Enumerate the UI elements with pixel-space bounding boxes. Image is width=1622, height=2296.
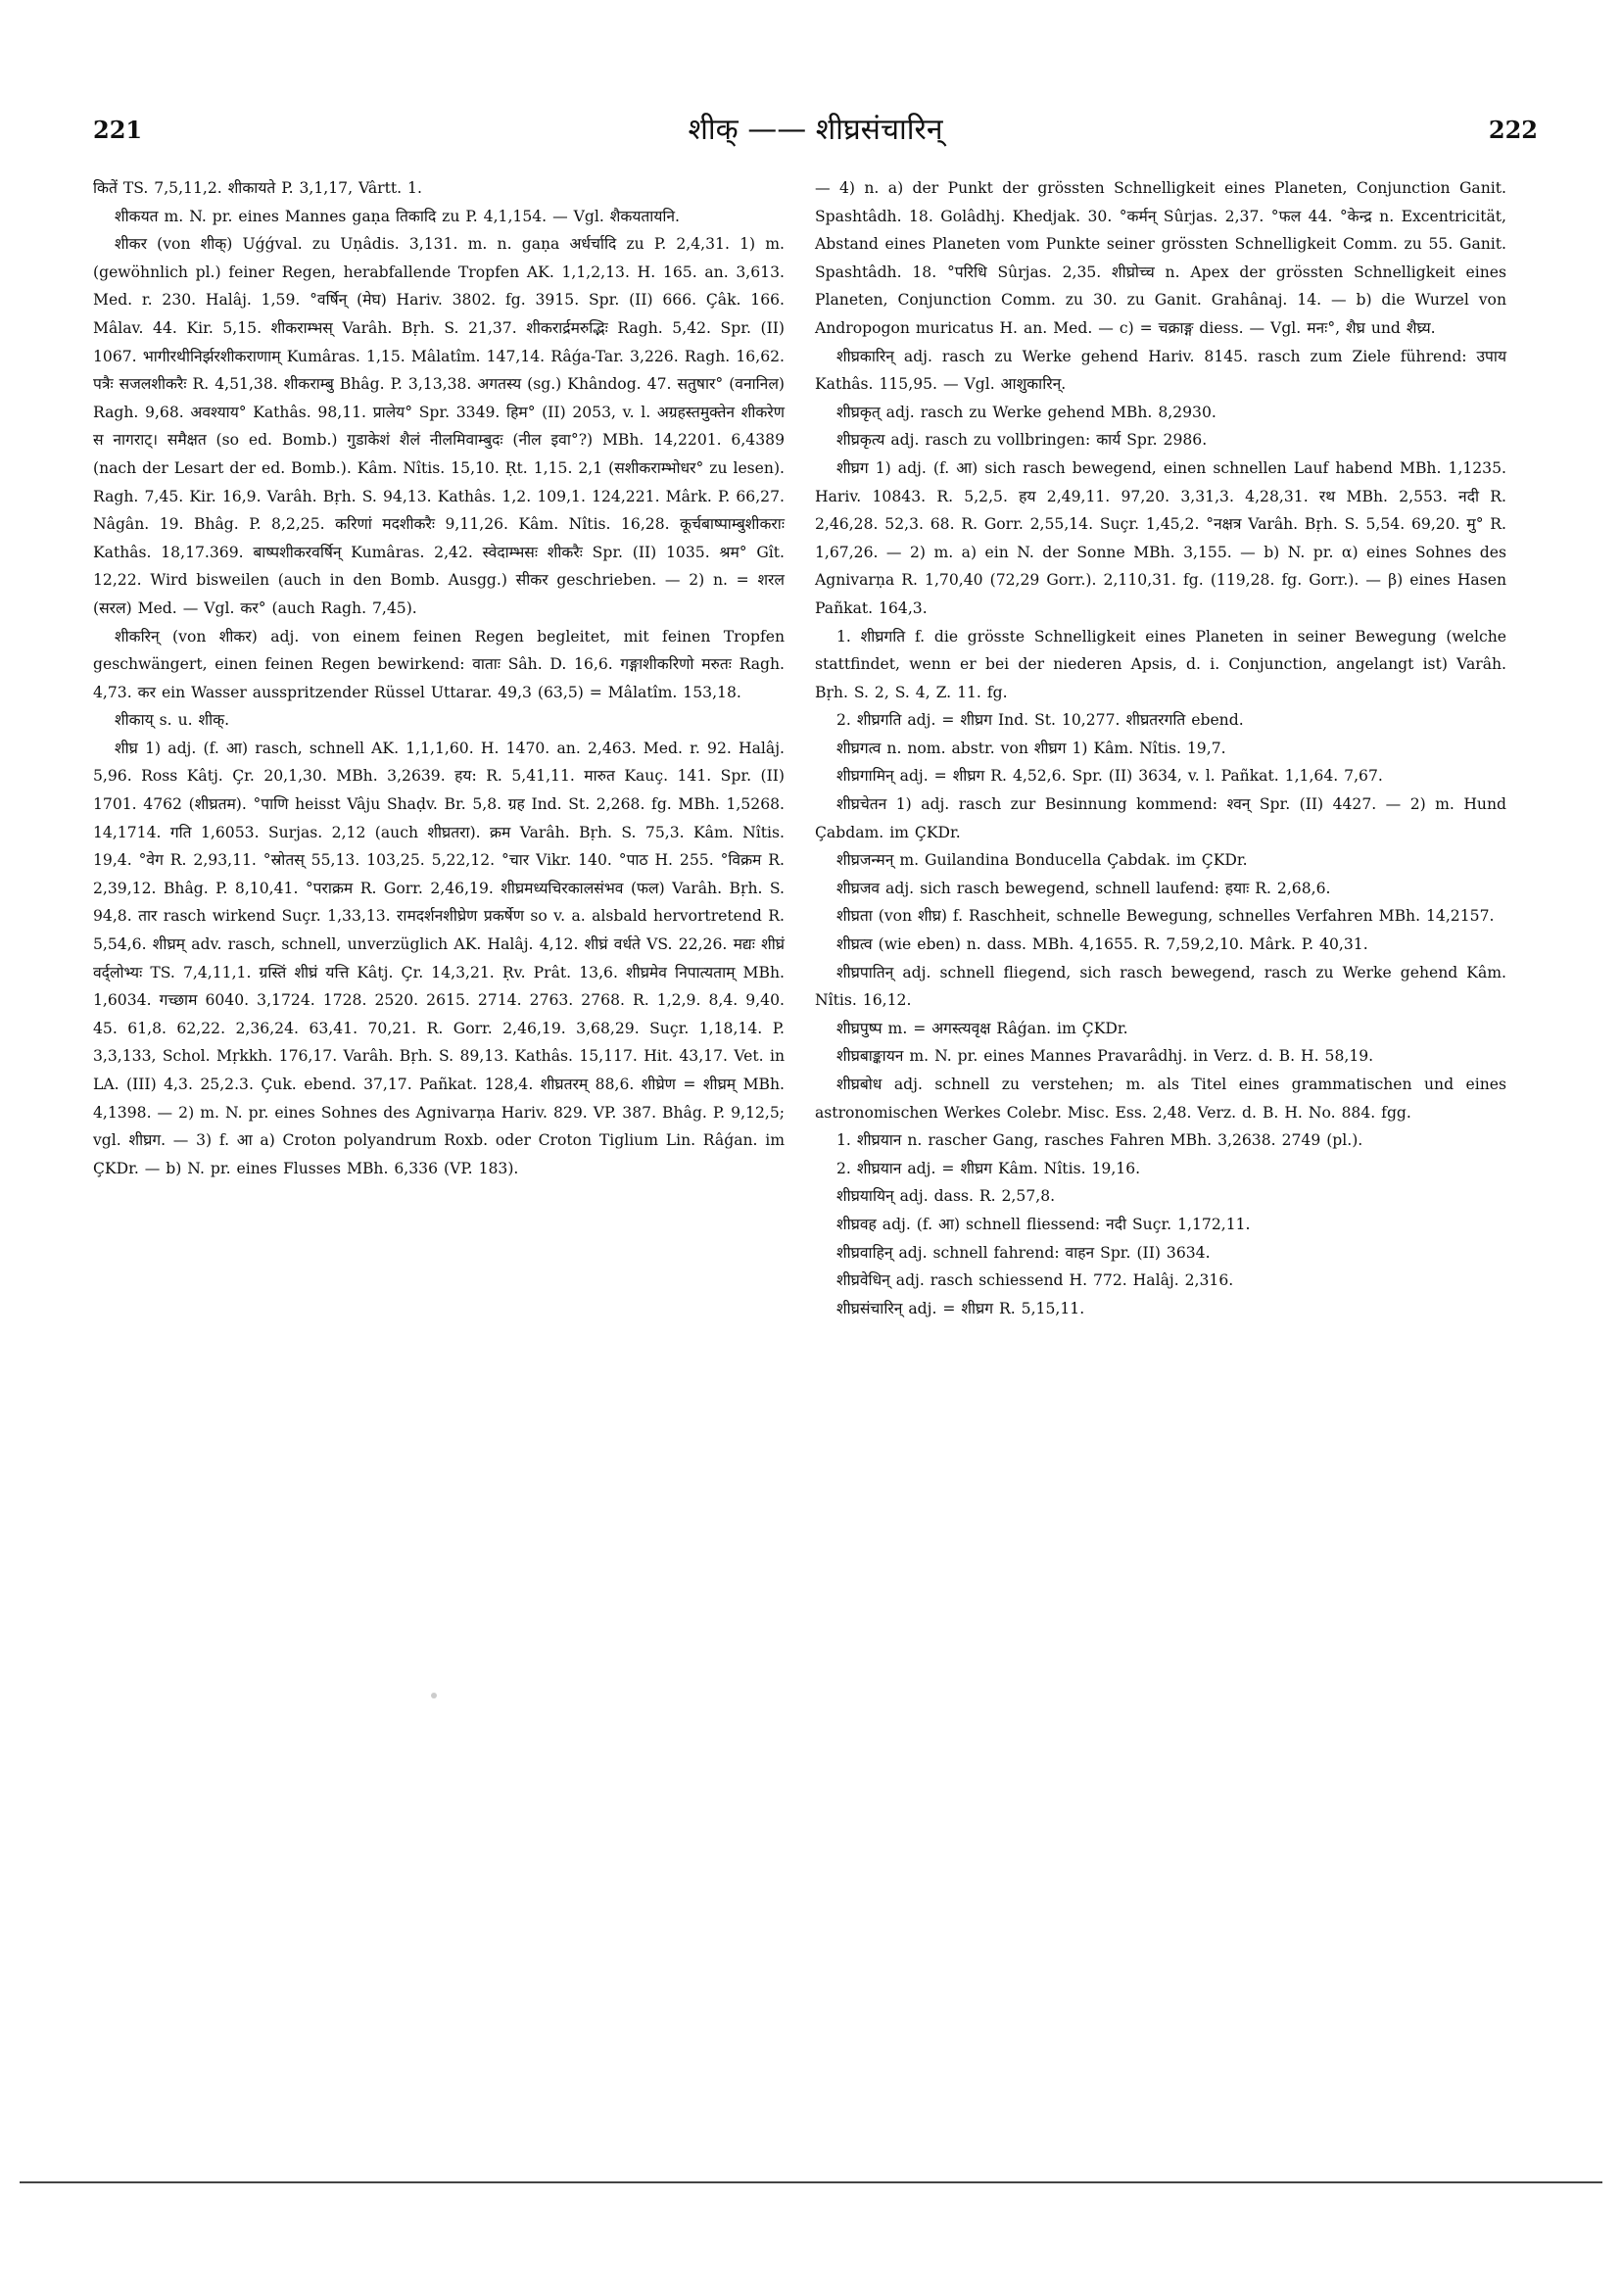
- dictionary-entry: शीघ्रग 1) adj. (f. आ) sich rasch bewegend, einen schnellen Lauf habend MBh. 1,1235. Hariv. 10843. R. 5,2,5. हय 2,49,11. 97,20. 3,31,3. 4,28,31. रथ MBh. 2,553. नदी R. 2,46,28. 52,3. 68. R. Gorr. 2,55,14. Suçr. 1,45,2. °नक्षत्र Varâh. Bṛh. S. 5,54. 69,20. मु° R. 1,67,26. — 2) m. a) ein N. der Sonne MBh. 3,155. — b) N. pr. α) eines Sohnes des Agnivarṇa R. 1,70,40 (72,29 Gorr.). 2,110,31. fg. (119,28. fg. Gorr.). — β) eines Hasen Pañkat. 164,3.: [815, 458, 1506, 617]
- dictionary-entry: शीघ्रवाहिन् adj. schnell fahrend: वाहन Spr. (II) 3634.: [836, 1243, 1211, 1262]
- dictionary-entry: शीकरिन् (von शीकर) adj. von einem feinen Regen begleitet, mit feinen Tropfen geschwängert, einen feinen Regen bewirkend: वाताः Sâh. D. 16,6. गङ्गाशीकरिणो मरुतः Ragh. 4,73. कर ein Wasser ausspritzender Rüssel Uttarar. 49,3 (63,5) = Mâlatîm. 153,18.: [93, 627, 785, 701]
- dictionary-entry: शीघ्रयायिन् adj. dass. R. 2,57,8.: [836, 1187, 1056, 1206]
- dictionary-entry: शीघ्रत्व (wie eben) n. dass. MBh. 4,1655. R. 7,59,2,10. Mârk. P. 40,31.: [836, 935, 1368, 954]
- dictionary-entry: शीघ्रपातिन् adj. schnell fliegend, sich rasch bewegend, rasch zu Werke gehend Kâm. Nîtis. 16,12.: [815, 963, 1506, 1010]
- dictionary-entry: शीघ्रबाङ्कायन m. N. pr. eines Mannes Pravarâdhj. in Verz. d. B. H. 58,19.: [836, 1047, 1374, 1066]
- dictionary-entry: शीघ्रजन्मन् m. Guilandina Bonducella Çabdak. im ÇKDr.: [836, 851, 1248, 870]
- page-number-left: 221: [93, 116, 143, 144]
- dictionary-entry: शीघ्रजव adj. sich rasch bewegend, schnell laufend: हयाः R. 2,68,6.: [836, 879, 1331, 897]
- dictionary-entry: शीघ्रकृत् adj. rasch zu Werke gehend MBh. 8,2930.: [836, 403, 1216, 421]
- dictionary-entry: शीकयत m. N. pr. eines Mannes gaṇa तिकादि zu P. 4,1,154. — Vgl. शैकयतायनि.: [115, 207, 681, 225]
- dictionary-entry: शीकर (von शीक्) Uǵǵval. zu Uṇâdis. 3,131. m. n. gaṇa अर्धर्चादि zu P. 2,4,31. 1) m. (gewöhnlich pl.) feiner Regen, herabfallende Tropfen AK. 1,1,2,13. H. 165. an. 3,613. Med. r. 230. Halâj. 1,59. °वर्षिन् (मेघ) Hariv. 3802. fg. 3915. Spr. (II) 666. Çâk. 166. Mâlav. 44. Kir. 5,15. शीकराम्भस् Varâh. Bṛh. S. 21,37. शीकरार्द्रमरुद्भिः Ragh. 5,42. Spr. (II) 1067. भागीरथीनिर्झरशीकराणाम् Kumâras. 1,15. Mâlatîm. 147,14. Râǵa-Tar. 3,226. Ragh. 16,62. पत्रैः सजलशीकरैः R. 4,51,38. शीकराम्बु Bhâg. P. 3,13,38. अगतस्य (sg.) Khândog. 47. सतुषार° (वनानिल) Ragh. 9,68. अवश्याय° Kathâs. 98,11. प्रालेय° Spr. 3349. हिम° (II) 2053, v. l. अग्रहस्तमुक्तेन शीकरेण स नागराट्। समैक्षत (so ed. Bomb.) गुडाकेशं शैलं नीलमिवाम्बुदः (नील इवा°?) MBh. 14,2201. 6,4389 (nach der Lesart der ed. Bomb.). Kâm. Nîtis. 15,10. Ṛt. 1,15. 2,1 (सशीकराम्भोधर° zu lesen). Ragh. 7,45. Kir. 16,9. Varâh. Bṛh. S. 94,13. Kathâs. 1,2. 109,1. 124,221. Mârk. P. 66,27. Nâgân. 19. Bhâg. P. 8,2,25. करिणां मदशीकरैः 9,11,26. Kâm. Nîtis. 16,28. कूर्चबाष्पाम्बुशीकराः Kathâs. 18,17.369. बाष्पशीकरवर्षिन् Kumâras. 2,42. स्वेदाम्भसः शीकरैः Spr. (II) 1035. श्रम° Gît. 12,22. Wird bisweilen (auch in den Bomb. Ausgg.) सीकर geschrieben. — 2) n. = शरल (सरल) Med. — Vgl. कर° (auch Ragh. 7,45).: [93, 235, 785, 617]
- dictionary-entry: शीघ्रगामिन् adj. = शीघ्रग R. 4,52,6. Spr. (II) 3634, v. l. Pañkat. 1,1,64. 7,67.: [836, 767, 1383, 786]
- dictionary-entry: शीघ्रचेतन 1) adj. rasch zur Besinnung kommend: श्वन् Spr. (II) 4427. — 2) m. Hund Çabdam. im ÇKDr.: [815, 795, 1506, 841]
- dictionary-entry: शीघ्रता (von शीघ्र) f. Raschheit, schnelle Bewegung, schnelles Verfahren MBh. 14,2157.: [836, 907, 1495, 926]
- dictionary-entry: — 4) n. a) der Punkt der grössten Schnelligkeit eines Planeten, Conjunction Ganit. Spashtâdh. 18. Golâdhj. Khedjak. 30. °कर्मन् Sûrjas. 2,37. °फल 44. °केन्द्र n. Excentricität, Abstand eines Planeten vom Punkte seiner grössten Schnelligkeit Comm. zu 55. Ganit. Spashtâdh. 18. °परिधि Sûrjas. 2,35. शीघ्रोच्च n. Apex der grössten Schnelligkeit eines Planeten, Conjunction Comm. zu 30. zu Ganit. Grahânaj. 14. — b) die Wurzel von Andropogon muricatus H. an. Med. — c) = चक्राङ्ग diess. — Vgl. मनः°, शैघ्र und शैघ्र्य.: [815, 179, 1506, 337]
- dictionary-entry: शीकाय् s. u. शीक्.: [115, 711, 230, 730]
- dictionary-entry: शीघ्रकृत्य adj. rasch zu vollbringen: कार्य Spr. 2986.: [836, 431, 1208, 450]
- dictionary-entry: शीघ्रपुष्प m. = अगस्त्यवृक्ष Râǵan. im ÇKDr.: [836, 1019, 1128, 1037]
- bottom-rule: [20, 2181, 1602, 2183]
- left-column: [93, 174, 785, 1182]
- dictionary-entry: 1. शीघ्रयान n. rascher Gang, rasches Fahren MBh. 3,2638. 2749 (pl.).: [836, 1131, 1363, 1150]
- dictionary-entry: शीघ्र 1) adj. (f. आ) rasch, schnell AK. 1,1,1,60. H. 1470. an. 2,463. Med. r. 92. Halâj. 5,96. Ross Kâtj. Çr. 20,1,30. MBh. 3,2639. हय: R. 5,41,11. मारुत Kauç. 141. Spr. (II) 1701. 4762 (शीघ्रतम). °पाणि heisst Vâju Shaḍv. Br. 5,8. ग्रह Ind. St. 2,268. fg. MBh. 1,5268. 14,1714. गति 1,6053. Surjas. 2,12 (auch शीघ्रतरा). क्रम Varâh. Bṛh. S. 75,3. Kâm. Nîtis. 19,4. °वेग R. 2,93,11. °स्रोतस् 55,13. 103,25. 5,22,12. °चार Vikr. 140. °पाठ H. 255. °विक्रम R. 2,39,12. Bhâg. P. 8,10,41. °पराक्रम R. Gorr. 2,46,19. शीघ्रमध्यचिरकालसंभव (फल) Varâh. Bṛh. S. 94,8. तार rasch wirkend Suçr. 1,33,13. रामदर्शनशीघ्रेण प्रकर्षेण so v. a. alsbald hervortretend R. 5,54,6. शीघ्रम् adv. rasch, schnell, unverzüglich AK. Halâj. 4,12. शीघ्रं वर्धते VS. 22,26. मद्यः शीघ्रं वर्द्लोभ्यः TS. 7,4,11,1. ग्रस्तिं शीघ्रं यत्ति Kâtj. Çr. 14,3,21. Ṛv. Prât. 13,6. शीघ्रमेव निपात्यताम् MBh. 1,6034. गच्छाम 6040. 3,1724. 1728. 2520. 2615. 2714. 2763. 2768. R. 1,2,9. 8,4. 9,40. 45. 61,8. 62,22. 2,36,24. 63,41. 70,21. R. Gorr. 2,46,19. 3,68,29. Suçr. 1,18,14. P. 3,3,133, Schol. Mṛkkh. 176,17. Varâh. Bṛh. S. 89,13. Kathâs. 15,117. Hit. 43,17. Vet. in LA. (III) 4,3. 25,2.3. Çuk. ebend. 37,17. Pañkat. 128,4. शीघ्रतरम् 88,6. शीघ्रेण = शीघ्रम् MBh. 4,1398. — 2) m. N. pr. eines Sohnes des Agnivarṇa Hariv. 829. VP. 387. Bhâg. P. 9,12,5; vgl. शीघ्रग. — 3) f. आ a) Croton polyandrum Roxb. oder Croton Tiglium Lin. Râǵan. im ÇKDr. — b) N. pr. eines Flusses MBh. 6,336 (VP. 183).: [93, 739, 785, 1177]
- running-head: शीक् —— शीघ्रसंचारिन्: [688, 113, 943, 147]
- dictionary-entry: शीघ्रकारिन् adj. rasch zu Werke gehend Hariv. 8145. rasch zum Ziele führend: उपाय Kathâs. 115,95. — Vgl. आशुकारिन्.: [815, 347, 1506, 394]
- dictionary-entry: शीघ्रवह adj. (f. आ) schnell fliessend: नदी Suçr. 1,172,11.: [836, 1215, 1251, 1233]
- dictionary-entry: शीघ्रवेधिन् adj. rasch schiessend H. 772. Halâj. 2,316.: [836, 1271, 1234, 1290]
- dictionary-entry: 2. शीघ्रगति adj. = शीघ्रग Ind. St. 10,277. शीघ्रतरगति ebend.: [836, 711, 1244, 730]
- dictionary-entry: 2. शीघ्रयान adj. = शीघ्रग Kâm. Nîtis. 19,16.: [836, 1159, 1141, 1177]
- right-column: [815, 174, 1506, 1322]
- dictionary-entry: 1. शीघ्रगति f. die grösste Schnelligkeit eines Planeten in seiner Bewegung (welche stattfindet, wenn er bei der niederen Apsis, d. i. Conjunction, angelangt ist) Varâh. Bṛh. S. 2, S. 4, Z. 11. fg.: [815, 627, 1506, 701]
- dictionary-entry: शीघ्रबोध adj. schnell zu verstehen; m. als Titel eines grammatischen und eines astronomischen Werkes Colebr. Misc. Ess. 2,48. Verz. d. B. H. No. 884. fgg.: [815, 1076, 1506, 1122]
- dictionary-entry: कितें TS. 7,5,11,2. शीकायते P. 3,1,17, Vârtt. 1.: [93, 179, 422, 197]
- print-speck: [431, 1693, 437, 1698]
- dictionary-entry: शीघ्रगत्व n. nom. abstr. von शीघ्रग 1) Kâm. Nîtis. 19,7.: [836, 739, 1226, 757]
- page-number-right: 222: [1488, 116, 1538, 144]
- dictionary-entry: शीघ्रसंचारिन् adj. = शीघ्रग R. 5,15,11.: [836, 1299, 1085, 1317]
- page-header: [93, 106, 1538, 155]
